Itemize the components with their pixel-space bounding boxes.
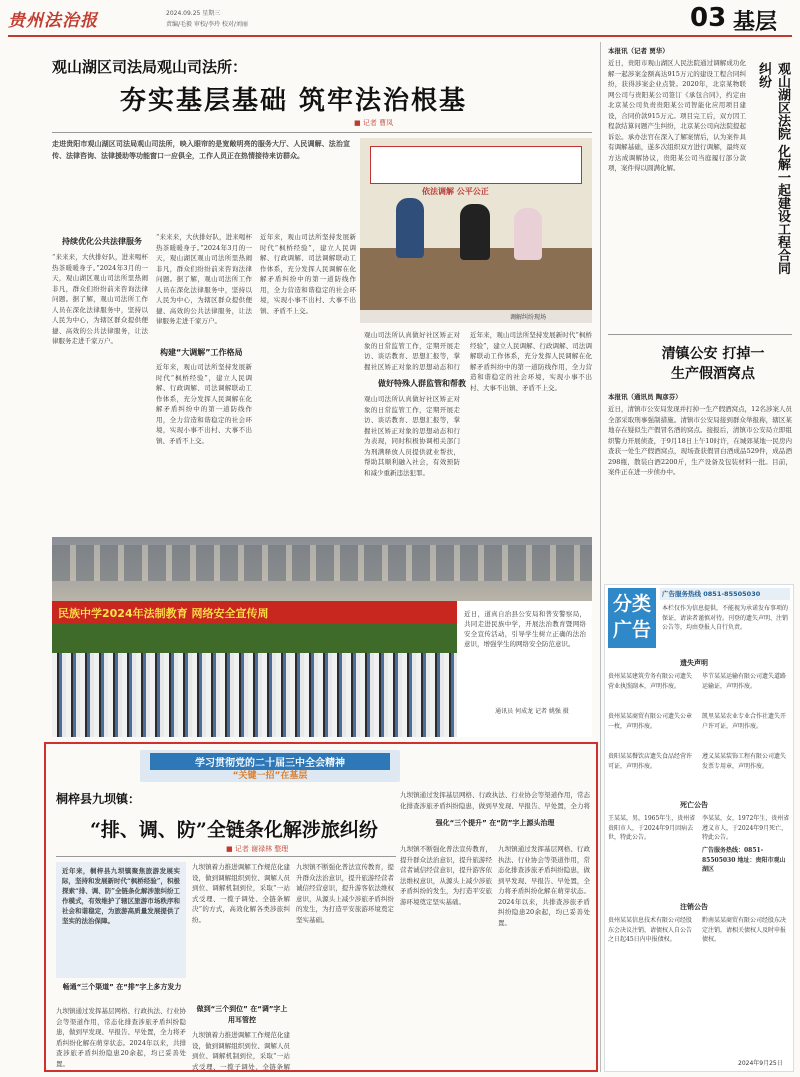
story2-subhead-3: 强化“三个提升” 在“防”字上源头治理	[435, 819, 555, 827]
ad-death-heading: 死亡公告	[680, 801, 708, 809]
ad-notice: 本栏仅作为信息提供，不能视为承诺发布事项的保证，请读者谨慎对待。刊登的遗失声明、注销公告等，均由登报人自行负责。	[662, 605, 789, 631]
story2-col4b: 九坝镇不断强化普法宣传教育，提升群众法治意识，提升旅游经营者诚信经营意识，提升游客依法维权意识，从源头上减少涉旅矛盾纠纷的发生，为打造平安旅游环境奠定坚实基础。	[400, 845, 492, 906]
ad-lost-list	[608, 672, 792, 792]
page-number: 03	[690, 3, 727, 33]
editor-credits: 责编/毛毅 审校/李玲 校对/刘丽	[166, 21, 248, 28]
story1-subhead-3: 做好特殊人群监管和帮教	[378, 379, 466, 388]
story2-col1: 九坝镇通过发挥基层网格、行政执法、行业协会等渠道作用，常态化排查涉旅矛盾纠纷隐患，做到早发现、早报告、早处置，全力将矛盾纠纷化解在萌芽状态。2024年以来，共排查涉旅矛盾纠纷隐患20余起，均已妥善处置。	[56, 1007, 186, 1068]
story2-subhead-1: 畅通“三个渠道” 在“排”字上多方发力	[62, 983, 182, 991]
right1-divider	[608, 334, 792, 335]
person-1	[396, 198, 424, 258]
story1-lead: 走进贵阳市观山湖区司法局观山司法所，映入眼帘的是宽敞明亮的服务大厅、人民调解、法治宣传、法律咨询、法律援助等功能窗口一应俱全，工作人员正在热情接待来访群众。	[52, 139, 350, 160]
ad-footer-date: 2024年9月25日	[738, 1060, 783, 1067]
photo-caption-bar	[360, 310, 592, 323]
newspaper-logo: 贵州法治报	[8, 11, 98, 31]
photo-caption: 近日，道真自治县公安局和普安警察局，共同走进民族中学，开展法治教育暨网络安全宣传活动，引导学生树立正确的法治意识，增强学生的网络安全防范意识。	[464, 610, 586, 648]
story1-col4: 观山司法所认真做好社区矫正对象的日常监管工作，定期开展走访、谈话教育、思想汇报等，掌握社区矫正对象的思想动态和行	[364, 331, 460, 371]
ad-hotline: 广告服务热线 0851-85505030	[662, 590, 761, 598]
masthead-rule	[8, 35, 792, 37]
photo-crowd	[52, 653, 457, 737]
photo1-caption: 调解纠纷现场	[510, 314, 547, 321]
photo-credit: 通讯员 何成龙 记者 姚强 摄	[495, 708, 569, 715]
ad-lost-item: 凯里某某农业专业合作社遗失开户许可证，声明作废。	[702, 713, 787, 730]
story1-photo	[360, 138, 592, 323]
story2-byline: ■ 记者 谢禄林 整理	[226, 845, 289, 853]
right-column-rule	[600, 42, 601, 1072]
right1-body: 近日，贵阳市观山湖区人民法院通过调解成功化解一起涉案金额高达915万元的建设工程合同纠纷，获得涉案企业点赞。2020年，北京某物联网公司与贵阳某公司签订《承包合同》，约定由北京某公司负责贵阳某公司智能化应用项目建设，合同价款915万元。项目完工后，双方因工程款结算问题产生纠纷，北京某公司向法院提起诉讼。承办法官在深入了解案情后，认为案件具有调解基础，遂多次组织双方进行调解，最终双方达成调解协议，贵阳某公司当庭履行部分款项，案件得以圆满化解。	[608, 59, 746, 172]
person-3	[514, 208, 542, 260]
ad-lost-item: 贵阳某某餐饮店遗失食品经营许可证，声明作废。	[608, 753, 693, 770]
person-2	[460, 204, 490, 260]
story1-col1: “来来来，大伙排好队，进来喝杯热茶暖暖身子。”2024年3月的一天，观山湖区观山司法所里热闹非凡，群众们纷纷前来咨询法律问题。据了解，观山司法所工作人员在深化法律服务中，坚持以人民为中心，为辖区群众提供便捷、高效的公共法律服务，让法律服务走进千家万户。	[52, 253, 148, 345]
story2-headline: “排、调、防”全链条化解涉旅纠纷	[90, 819, 378, 841]
photo-trees	[52, 623, 457, 653]
story1-col2b: 近年来，观山司法所坚持发展新时代“枫桥经验”，建立人民调解、行政调解、司法调解联动工作体系，充分发挥人民调解在化解矛盾纠纷中的第一道防线作用，全力营造和谐稳定的社会环境，实现小事不出村、大事不出镇、矛盾不上交。	[156, 363, 252, 445]
masthead	[0, 0, 800, 40]
ad-lost-heading: 遗失声明	[680, 659, 708, 667]
story1-divider	[52, 132, 592, 133]
story1-col5: 近年来，观山司法所坚持发展新时代“枫桥经验”，建立人民调解、行政调解、司法调解联动工作体系，充分发挥人民调解在化解矛盾纠纷中的第一道防线作用，全力营造和谐稳定的社会环境，实现小事不出村、大事不出镇、矛盾不上交。	[470, 331, 592, 392]
story1-subhead-2: 构建“大调解”工作格局	[160, 348, 243, 357]
right1-byline: 本报讯（记者 贾华）	[608, 47, 669, 55]
story1-byline: ■ 记者 曹凤	[354, 119, 394, 127]
photo-banner-text: 民族中学2024年法制教育 网络安全宣传周	[58, 607, 269, 620]
ad-lost-item: 贵州某某商贸有限公司遗失公章一枚，声明作废。	[608, 713, 693, 730]
ad-death-item: 王某某，男，1965年生，贵州省贵阳市人，于2024年9月因病去世，特此公告。	[608, 815, 696, 841]
story2-lead: 近年来，桐梓县九坝镇聚焦旅游发展实际，坚持和发展新时代“枫桥经验”，积极探索“排、调、防”全链条化解涉旅纠纷工作模式，有效维护了辖区旅游市场秩序和社会和谐稳定，为旅游高质量发展提供了坚实的法治保障。	[62, 867, 180, 925]
issue-date: 2024.09.25 星期三	[166, 10, 221, 17]
story1-col4b: 观山司法所认真做好社区矫正对象的日常监管工作，定期开展走访、谈话教育、思想汇报等，掌握社区矫正对象的思想动态和行为表现，同时积极协调相关部门为刑满释放人员提供就业帮扶，帮助其顺利融入社会，有效预防和减少重新违法犯罪。	[364, 395, 460, 477]
right1-title-text: 观山湖区法院 化解一起建设工程合同纠纷	[756, 62, 790, 275]
ad-lost-item: 遵义某某装饰工程有限公司遗失发票专用章，声明作废。	[702, 753, 787, 770]
story2-subhead-2: 做到“三个到位” 在“调”字上用耳管控	[196, 1005, 288, 1024]
story2-col4: 九坝镇通过发挥基层网格、行政执法、行业协会等渠道作用，常态化排查涉旅矛盾纠纷隐患，做到早发现、早报告、早处置，全力将	[400, 791, 590, 810]
ad-death-item: 李某某，女，1972年生，贵州省遵义市人，于2024年9月死亡，特此公告。	[702, 815, 790, 841]
photo-wall-banner	[370, 146, 582, 184]
story1-col3: 近年来，观山司法所坚持发展新时代“枫桥经验”，建立人民调解、行政调解、司法调解联动工作体系，充分发挥人民调解在化解矛盾纠纷中的第一道防线作用，全力营造和谐稳定的社会环境，实现小事不出村、大事不出镇、矛盾不上交。	[260, 233, 356, 315]
right2-byline: 本报讯（通讯员 陶彦芬）	[608, 393, 682, 401]
ad-cancel-item: 黔南某某商贸有限公司经股东决定注销，请相关债权人及时申报债权。	[702, 917, 787, 943]
ad-cancel-heading: 注销公告	[680, 903, 708, 911]
right2-title: 清镇公安 打掉一生产假酒窝点	[661, 346, 765, 382]
right2-body: 近日，清镇市公安局发现并打掉一生产假酒窝点，12名涉案人员全部采取刑事强制措施。清镇市公安局接到群众举报称，辖区某地存在疑似生产假冒名酒的窝点。接报后，清镇市公安局立即组织警力开展侦查，于9月18日上午10时许，在城郊某地一民房内查获一处生产假酒窝点，现场查获假冒白酒成品529件，成品酒298瓶，散装白酒2200斤，生产设备及包装材料一批。目前，案件正在进一步侦办中。	[608, 405, 792, 476]
story1-subhead-1: 持续优化公共法律服务	[62, 237, 142, 246]
story2-kicker: 桐梓县九坝镇：	[56, 792, 141, 806]
right1-title	[752, 62, 792, 282]
ad-cancel-item: 贵州某某信息技术有限公司经股东会决议注销，请债权人自公告之日起45日内申报债权。	[608, 917, 693, 943]
event-photo	[52, 537, 592, 737]
story2-banner-line2: “关键一招”在基层	[232, 771, 308, 781]
story1-col2: “来来来，大伙排好队，进来喝杯热茶暖暖身子。”2024年3月的一天，观山湖区观山司法所里热闹非凡，群众们纷纷前来咨询法律问题。据了解，观山司法所工作人员在深化法律服务中，坚持以人民为中心，为辖区群众提供便捷、高效的公共法律服务，让法律服务走进千家万户。	[156, 233, 252, 325]
photo-tag1: 依法调解 公平公正	[422, 186, 489, 196]
photo-windows	[52, 545, 592, 581]
ad-lost-item: 毕节某某运输有限公司遗失道路运输证，声明作废。	[702, 673, 787, 690]
section-name: 基层	[733, 9, 778, 35]
story1-headline: 夯实基层基础 筑牢法治根基	[120, 86, 468, 116]
story2-banner-line1: 学习贯彻党的二十届三中全会精神	[150, 753, 390, 770]
story2-col2: 九坝镇着力推进调解工作规范化建设，做到调解组织到位、调解人员到位、调解机制到位，采取“一站式受理、一揽子调处、全链条解决”的方式，高效化解各类涉旅纠纷。	[192, 863, 290, 924]
story2-col2b: 九坝镇着力推进调解工作规范化建设，做到调解组织到位、调解人员到位、调解机制到位，采取“一站式受理、一揽子调处、全链条解	[192, 1031, 290, 1070]
story2-col3: 九坝镇不断强化普法宣传教育，提升群众法治意识，提升旅游经营者诚信经营意识，提升游客依法维权意识，从源头上减少涉旅矛盾纠纷的发生，为打造平安旅游环境奠定坚实基础。	[296, 863, 394, 924]
story1-kicker: 观山湖区司法局观山司法所：	[52, 58, 248, 76]
story2-col5: 九坝镇通过发挥基层网格、行政执法、行业协会等渠道作用，常态化排查涉旅矛盾纠纷隐患，做到早发现、早报告、早处置，全力将矛盾纠纷化解在萌芽状态。2024年以来，共排查涉旅矛盾纠纷隐患20余起，均已妥善处置。	[498, 845, 590, 927]
ad-service-info: 广告服务热线：0851-85505030 地址：贵阳市观山湖区	[702, 847, 786, 873]
ad-lost-item: 贵州某某建筑劳务有限公司遗失营业执照副本，声明作废。	[608, 673, 693, 690]
story2-divider	[56, 856, 396, 857]
ad-title: 分类广告	[612, 593, 651, 641]
